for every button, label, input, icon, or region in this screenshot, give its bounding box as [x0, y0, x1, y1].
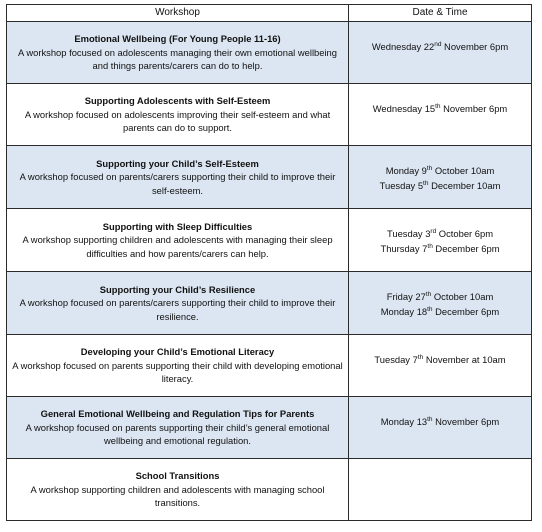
table-row: [7, 335, 532, 397]
session-date: [353, 352, 527, 367]
session-month-time: November 6pm: [432, 416, 500, 427]
ordinal-suffix: nd: [434, 40, 442, 48]
table-row: [7, 84, 532, 146]
workshop-cell: [7, 146, 349, 209]
date-time-cell: [349, 84, 532, 146]
ordinal-suffix: th: [435, 102, 441, 110]
session-day: Tuesday 3: [386, 228, 431, 239]
workshop-description: A workshop focused on adolescents improving their self-esteem and what parents can do to support.: [24, 108, 331, 134]
date-time-cell: [349, 22, 532, 84]
session-day: Thursday 7: [380, 243, 428, 254]
ordinal-suffix: th: [417, 353, 424, 361]
workshop-title: Supporting Adolescents with Self-Esteem: [84, 95, 271, 107]
session-date: [353, 226, 527, 241]
workshop-title: Supporting your Child’s Resilience: [99, 283, 256, 295]
session-day: Monday 13: [380, 416, 428, 427]
session-month-time: November 6pm: [441, 41, 509, 52]
session-day: Wednesday 22: [371, 41, 435, 52]
ordinal-suffix: th: [426, 164, 433, 172]
workshop-title: General Emotional Wellbeing and Regulation Tips for Parents: [40, 408, 315, 420]
workshop-cell: [7, 272, 349, 335]
workshop-description: A workshop focused on parents/carers supporting their child to improve their resilience.: [19, 297, 336, 322]
session-day: Wednesday 15: [372, 103, 436, 114]
workshop-cell: [7, 397, 349, 459]
session-day: Monday 9: [385, 165, 427, 176]
session-date: [353, 414, 527, 429]
date-time-cell: [349, 209, 532, 272]
workshop-description: A workshop focused on parents supporting their child with developing emotional literacy.: [12, 359, 343, 385]
ordinal-suffix: th: [425, 290, 432, 298]
ordinal-suffix: th: [427, 305, 433, 313]
session-month-time: December 10am: [428, 180, 501, 191]
session-month-time: October 10am: [431, 291, 494, 302]
date-time-cell: [349, 146, 532, 209]
workshop-title: Supporting with Sleep Difficulties: [102, 220, 253, 232]
session-date: [353, 241, 527, 256]
workshop-title: Emotional Wellbeing (For Young People 11-16): [74, 33, 281, 45]
workshop-cell: [7, 84, 349, 146]
table-row: [7, 22, 532, 84]
workshop-cell: [7, 335, 349, 397]
ordinal-suffix: th: [427, 415, 433, 423]
session-day: Tuesday 7: [374, 354, 418, 365]
ordinal-suffix: th: [427, 242, 433, 250]
session-date: [353, 178, 527, 193]
date-time-cell: [349, 459, 532, 521]
workshop-description: A workshop focused on parents/carers supporting their child to improve their self-esteem.: [19, 171, 336, 196]
ordinal-suffix: th: [423, 179, 429, 187]
session-month-time: October 6pm: [436, 228, 493, 239]
workshop-schedule-table: [6, 4, 532, 521]
workshop-cell: [7, 22, 349, 84]
session-month-time: December 6pm: [432, 243, 500, 254]
table-row: [7, 146, 532, 209]
session-date: [353, 39, 527, 54]
table-row: [7, 209, 532, 272]
session-month-time: November at 10am: [423, 354, 506, 365]
date-time-column-header: Date & Time: [349, 5, 532, 22]
session-day: Tuesday 5: [379, 180, 424, 191]
workshop-description: A workshop supporting children and adolescents with managing school transitions.: [30, 483, 325, 509]
table-row: [7, 397, 532, 459]
table-row: [7, 272, 532, 335]
workshop-description: A workshop focused on adolescents managing their own emotional wellbeing and things parents/carers can do to help.: [18, 46, 337, 72]
ordinal-suffix: rd: [430, 227, 437, 235]
date-time-cell: [349, 397, 532, 459]
session-month-time: November 6pm: [440, 103, 508, 114]
workshop-column-header: Workshop: [7, 5, 349, 22]
workshop-title: Supporting your Child’s Self-Esteem: [96, 157, 259, 169]
session-day: Monday 18: [380, 306, 428, 317]
workshop-cell: [7, 209, 349, 272]
session-day: Friday 27: [386, 291, 426, 302]
workshop-title: School Transitions: [135, 470, 220, 482]
workshop-cell: [7, 459, 349, 521]
session-date: [353, 163, 527, 178]
date-time-cell: [349, 272, 532, 335]
workshop-title: Developing your Child’s Emotional Literacy: [80, 346, 275, 358]
date-time-cell: [349, 335, 532, 397]
workshop-description: A workshop supporting children and adolescents with managing their sleep difficulties and how parents/carers can help.: [22, 234, 333, 259]
session-month-time: October 10am: [432, 165, 495, 176]
session-month-time: December 6pm: [432, 306, 500, 317]
table-header-row: [7, 5, 532, 22]
session-date: [353, 304, 527, 319]
session-date: [353, 101, 527, 116]
session-date: [353, 289, 527, 304]
table-row: [7, 459, 532, 521]
workshop-description: A workshop focused on parents supporting their child’s general emotional wellbeing and emotional regulation.: [25, 421, 330, 447]
